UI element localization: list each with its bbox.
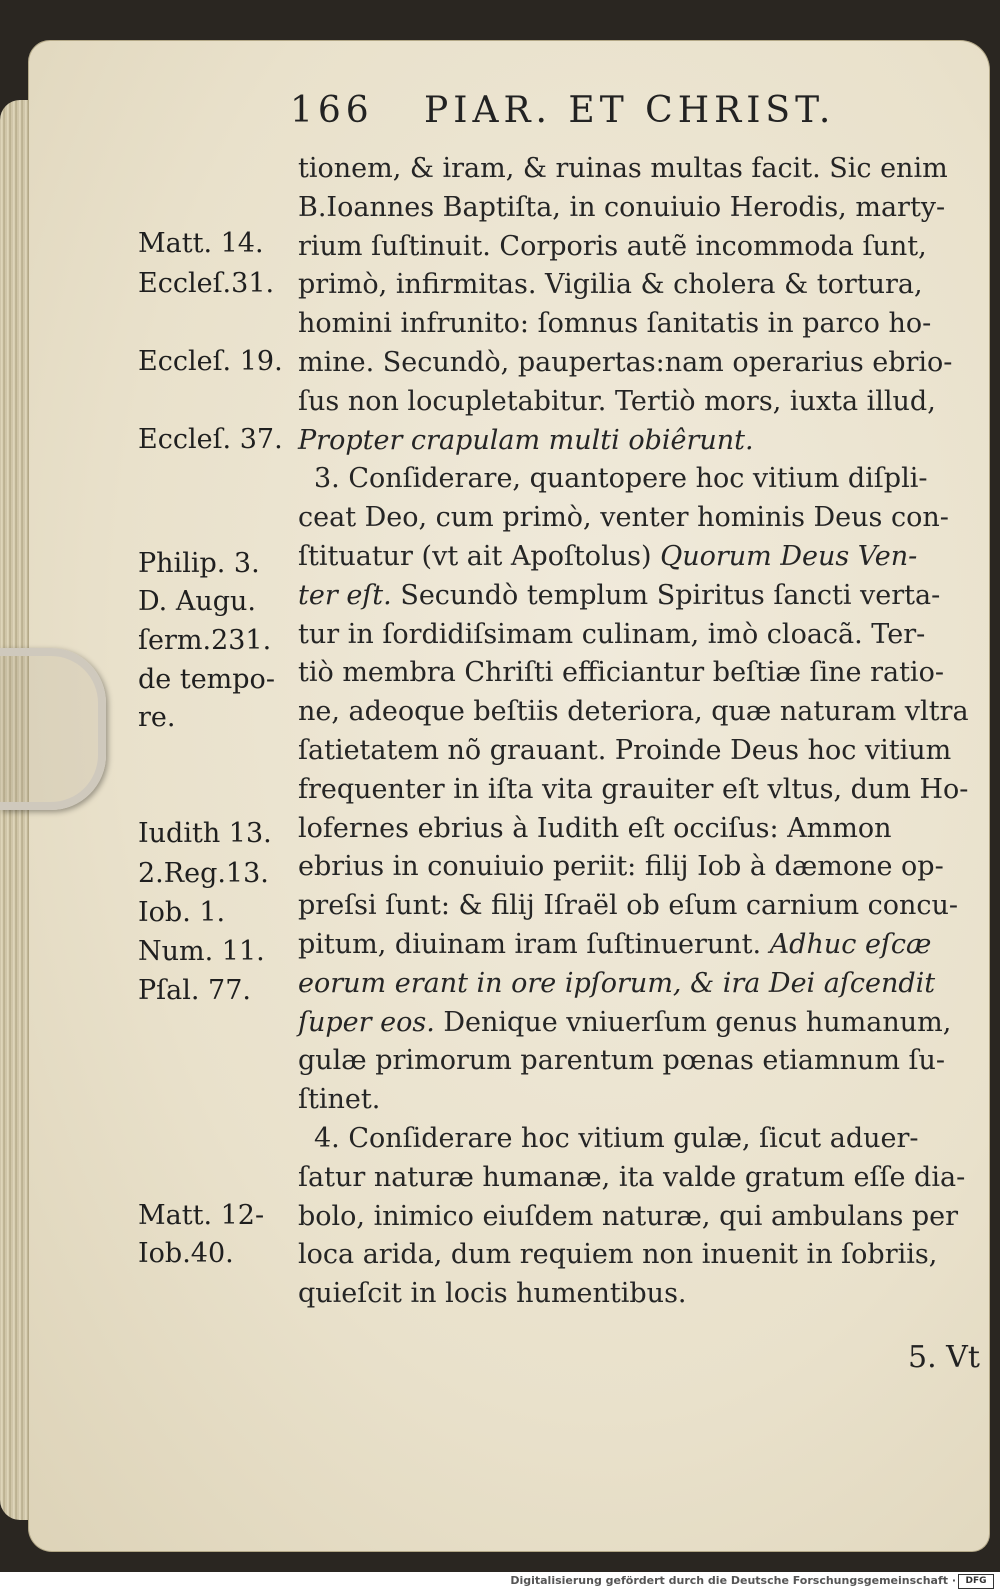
text-line: ſuper eos. Denique vniuerſum genus humanum, [298,1006,952,1038]
dfg-logo: DFG [958,1574,994,1589]
body-text [298,150,978,1314]
text-line: quieſcit in locis humentibus. [298,1278,687,1310]
digitization-footer [0,1572,1000,1591]
text-line: ceat Deo, cum primò, venter hominis Deus con- [298,502,949,534]
text-line: ſatur naturæ humanæ, ita valde gratum eſſe dia- [298,1161,966,1193]
margin-note: Iob.40. [138,1238,234,1269]
text-line: frequenter in iſta vita grauiter eſt vltus, dum Ho- [298,773,969,805]
running-title: PIAR. ET CHRIST. [424,90,836,131]
text-line: ne, adeoque beſtiis deteriora, quæ naturam vltra [298,696,969,728]
text-line: eorum erant in ore ipſorum, & ira Dei aſcendit [298,967,936,999]
text-line: homini infrunito: ſomnus ſanitatis in parco ho- [298,308,932,340]
text-line: 4. Conſiderare hoc vitium gulæ, ſicut aduer- [314,1122,919,1154]
text-line: ter eſt. Secundò templum Spiritus ſancti verta- [298,579,941,611]
text-line: tionem, & iram, & ruinas multas facit. Sic enim [298,153,948,184]
margin-note: Eccleſ. 19. [138,346,283,377]
page-number: 166 [290,90,374,131]
text-line: tiò membra Chriſti efficiantur beſtiæ ſine ratio- [298,657,944,689]
margin-note: Iob. 1. [138,897,226,928]
text-line: rium ſuſtinuit. Corporis autẽ incommoda ſunt, [298,230,927,262]
margin-note: Eccleſ.31. [138,268,275,299]
text-line: ſtinet. [298,1084,381,1116]
footer-credit: Digitalisierung gefördert durch die Deutsche Forschungsgemeinschaft · [510,1574,956,1587]
text-line: 3. Conſiderare, quantopere hoc vitium diſpli- [314,463,928,495]
text-line: primò, infirmitas. Vigilia & cholera & tortura, [298,269,923,301]
margin-note: re. [138,702,176,733]
text-line: preſsi ſunt: & filij Iſraël ob eſum carnium concu- [298,890,959,922]
text-line: gulæ primorum parentum pœnas etiamnum ſu- [298,1045,946,1077]
margin-note: D. Augu. [138,586,256,617]
text-line: loca arida, dum requiem non inuenit in ſobriis, [298,1239,938,1271]
text-line: ſatietatem nõ grauant. Proinde Deus hoc vitium [298,734,952,766]
text-line: ſus non locupletabitur. Tertiò mors, iuxta illud, [298,385,936,417]
margin-note: Matt. 14. [138,228,264,259]
margin-note: Philip. 3. [138,548,260,579]
margin-note: de tempo- [138,664,275,695]
text-line: Propter crapulam multi obiêrunt. [298,424,754,456]
text-line: tur in ſordidiſsimam culinam, imò cloacã. Ter- [298,618,926,650]
margin-note: Iudith 13. [138,818,272,849]
margin-note: Eccleſ. 37. [138,424,283,455]
catchword: 5. Vt [908,1340,980,1375]
margin-note: Matt. 12- [138,1200,265,1231]
text-line: mine. Secundò, paupertas:nam operarius ebrio- [298,346,953,378]
text-line: pitum, diuinam iram ſuſtinuerunt. Adhuc eſcæ [298,928,932,960]
margin-note: ſerm.231. [138,625,272,656]
running-head [290,90,930,142]
margin-note: Pſal. 77. [138,975,251,1006]
text-line: ſtituatur (vt ait Apoſtolus) Quorum Deus Ven- [298,540,918,572]
margin-note: 2.Reg.13. [138,858,269,889]
text-line: bolo, inimico eiuſdem naturæ, qui ambulans per [298,1200,959,1232]
text-line: lofernes ebrius à Iudith eſt occiſus: Ammon [298,812,892,844]
margin-note: Num. 11. [138,936,265,967]
text-line: B.Ioannes Baptiſta, in conuiuio Herodis, marty- [298,191,946,223]
text-line: ebrius in conuiuio periit: filij Iob à dæmone op- [298,851,944,883]
book-clasp [0,648,106,810]
